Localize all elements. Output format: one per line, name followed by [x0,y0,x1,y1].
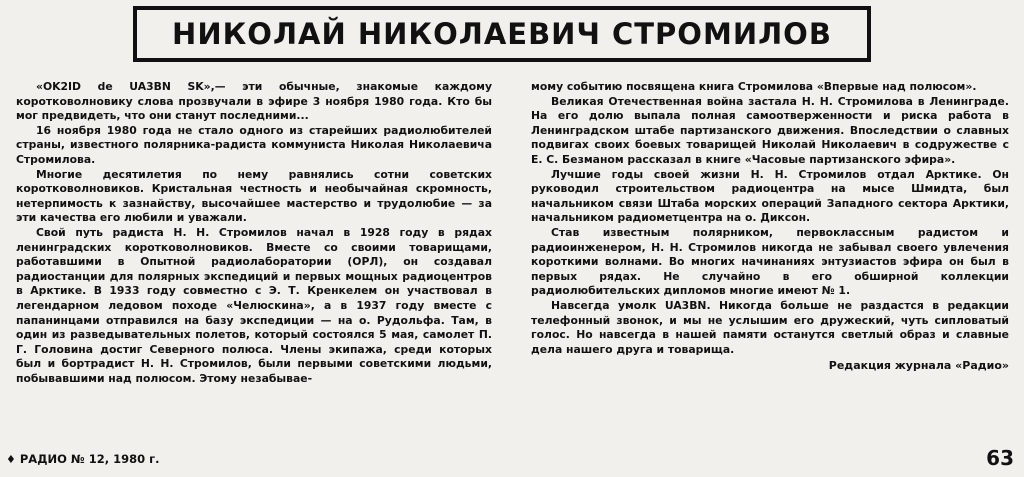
paragraph: Свой путь радиста Н. Н. Стромилов начал в 1928 году в рядах ленинградских коротковолновиков. Вместе со своими товарищами, работавшими в Опытной радиолаборатории (ОРЛ), он создавал радиостанции для полярных экспедиций и первых мощных радиоцентров в Арктике. В 1933 году совместно с Э. Т. Кренкелем он участвовал в легендарном ледовом походе «Челюскина», а в 1937 году вместе с папанинцами отправился на базу экспедиции — на о. Рудольфа. Там, в один из разведывательных полетов, который состоялся 5 мая, самолет П. Г. Головина достиг Северного полюса. Члены экипажа, среди которых был и бортрадист Н. Н. Стромилов, были первыми советскими людьми, побывавшими над полюсом. Этому незабывае- [16,225,492,385]
paragraph: Став известным полярником, первоклассным радистом и радиоинженером, Н. Н. Стромилов никогда не забывал своего увлечения короткими волнами. Во многих начинаниях энтузиастов эфира он был в первых рядах. Не случайно в его обширной коллекции радиолюбительских дипломов многие имеют № 1. [531,225,1009,298]
paragraph: 16 ноября 1980 года не стало одного из старейших радиолюбителей страны, известного полярника-радиста коммуниста Николая Николаевича Стромилова. [16,123,492,166]
right-column [531,80,1009,374]
paragraph: Навсегда умолк UA3BN. Никогда больше не раздастся в редакции телефонный звонок, и мы не услышим его дружеский, чуть сипловатый голос. Но навсегда в нашей памяти останутся светлый образ и славные дела нашего друга и товарища. [531,298,1009,356]
page-number: 63 [986,446,1014,470]
signature: Редакция журнала «Радио» [828,359,1009,373]
paragraph: «OK2ID de UA3BN SK»,— эти обычные, знакомые каждому коротковолновику слова прозвучали в эфире 3 ноября 1980 года. Кто бы мог предвидеть, что они станут последними... [16,80,492,123]
footer [6,452,159,466]
left-column [16,80,492,386]
paragraph: Великая Отечественная война застала Н. Н. Стромилова в Ленинграде. На его долю выпала полная самоотверженности и риска работа в Ленинградском штабе партизанского движения. Впоследствии о славных подвигах своих боевых товарищей Николай Николаевич в содружестве с Е. С. Безманом рассказал в книге «Часовые партизанского эфира». [531,94,1009,166]
paragraph: Лучшие годы своей жизни Н. Н. Стромилов отдал Арктике. Он руководил строительством радиоцентра на мысе Шмидта, был начальником связи Штаба морских операций Западного сектора Арктики, начальником радиометцентра на о. Диксон. [531,167,1009,225]
diamond-icon: ♦ [6,452,16,466]
title-box [133,6,871,62]
page-title: НИКОЛАЙ НИКОЛАЕВИЧ СТРОМИЛОВ [172,17,832,51]
publication-info: РАДИО № 12, 1980 г. [19,452,160,466]
paragraph: мому событию посвящена книга Стромилова «Впервые над полюсом». [531,80,977,93]
paragraph: Многие десятилетия по нему равнялись сотни советских коротковолновиков. Кристальная честность и необычайная скромность, нетерпимость к зазнайству, высочайшее мастерство и трудолюбие — за эти качества его любили и уважали. [16,167,492,225]
